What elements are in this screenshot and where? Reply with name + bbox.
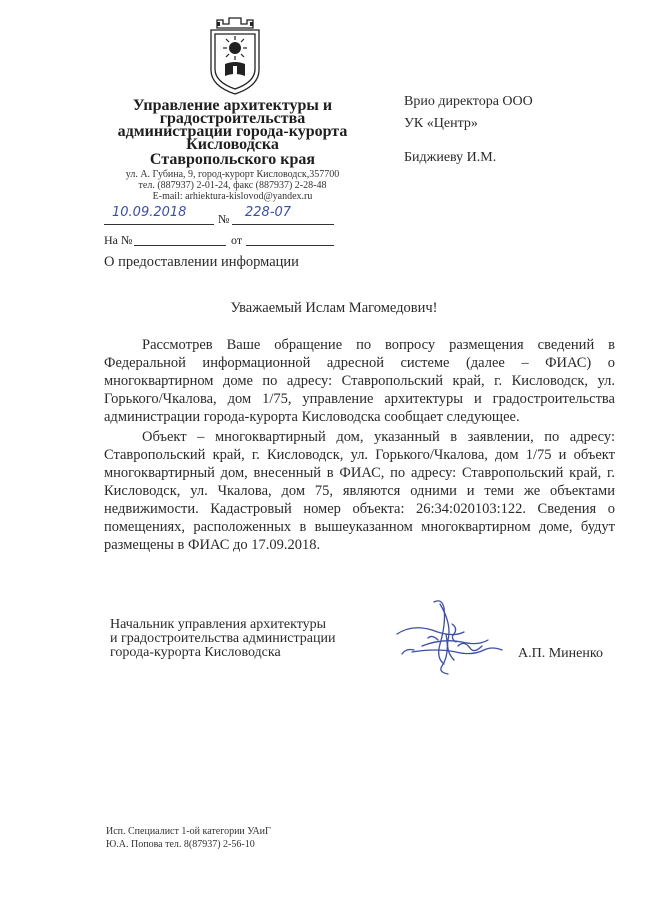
letter-subject: О предоставлении информации — [104, 254, 299, 270]
coat-of-arms-emblem — [203, 14, 267, 96]
body-paragraph: Объект – многоквартирный дом, указанный в заявлении, по адресу: Ставропольский край, г. Кисловодск, ул. Горького/Чкалова, дом 1/75 и объект многоквартирный дом, внесенный в ФИАС, по адресу: Ставропольский край, г. Кисловодск, ул. Чкалова, дом 75, являются одними и теми же объектами недвижимости. Кадастровый номер объекта: 26:34:020103:122. Сведения о помещениях, расположенных в вышеуказанном многоквартирном доме, будут размещены в ФИАС до 17.09.2018. — [104, 429, 615, 553]
phone-line: тел. (887937) 2-01-24, факс (887937) 2-28-48 — [138, 180, 327, 191]
reply-date-underline — [246, 245, 334, 246]
position-line: Начальник управления архитектуры — [110, 617, 327, 632]
reply-number-underline — [134, 245, 226, 246]
org-name-line: Кисловодска — [186, 136, 279, 153]
email-line: E-mail: arhiektura-kislovod@yandex.ru — [152, 191, 313, 202]
date-underline — [104, 224, 214, 225]
position-line: и градостроительства администрации — [110, 631, 336, 646]
addressee-position: Врио директора ООО УК «Центр» — [404, 94, 533, 131]
letter-body — [104, 336, 615, 556]
executor-line: Исп. Специалист 1-ой категории УАиГ — [106, 826, 271, 837]
addressee-block — [404, 91, 624, 169]
org-name-line: Управление архитектуры и — [132, 97, 333, 114]
executor-info — [106, 825, 271, 851]
organization-contacts — [95, 169, 370, 202]
greeting: Уважаемый Ислам Магомедович! — [230, 300, 438, 316]
handwritten-date: 10.09.2018 — [112, 205, 187, 220]
from-label: от — [231, 233, 243, 247]
number-underline — [232, 224, 334, 225]
org-name-line: администрации города-курорта — [117, 123, 348, 140]
number-label: № — [218, 212, 230, 226]
reply-to-label: На № — [104, 233, 133, 247]
org-name-line: градостроительства — [159, 110, 306, 127]
handwritten-number: 228-07 — [245, 205, 292, 220]
addressee-name: Биджиеву И.М. — [404, 150, 497, 165]
organization-name — [95, 99, 370, 166]
org-name-line: Ставропольского края — [149, 151, 316, 168]
executor-line: Ю.А. Попова тел. 8(87937) 2-56-10 — [106, 839, 255, 850]
position-line: города-курорта Кисловодска — [110, 645, 281, 660]
address-line: ул. А. Губина, 9, город-курорт Кисловодск,357700 — [125, 169, 340, 180]
signatory-position — [110, 618, 335, 660]
body-paragraph: Рассмотрев Ваше обращение по вопросу размещения сведений в Федеральной информационной адресной системе (далее – ФИАС) о многоквартирном доме по адресу: Ставропольский край, г. Кисловодск, ул. Горького/Чкалова, дом 1/75, управление архитектуры и градостроительства администрации города-курорта Кисловодска сообщает следующее. — [104, 337, 615, 425]
handwritten-signature — [392, 594, 552, 684]
signatory-name: А.П. Миненко — [518, 646, 603, 661]
